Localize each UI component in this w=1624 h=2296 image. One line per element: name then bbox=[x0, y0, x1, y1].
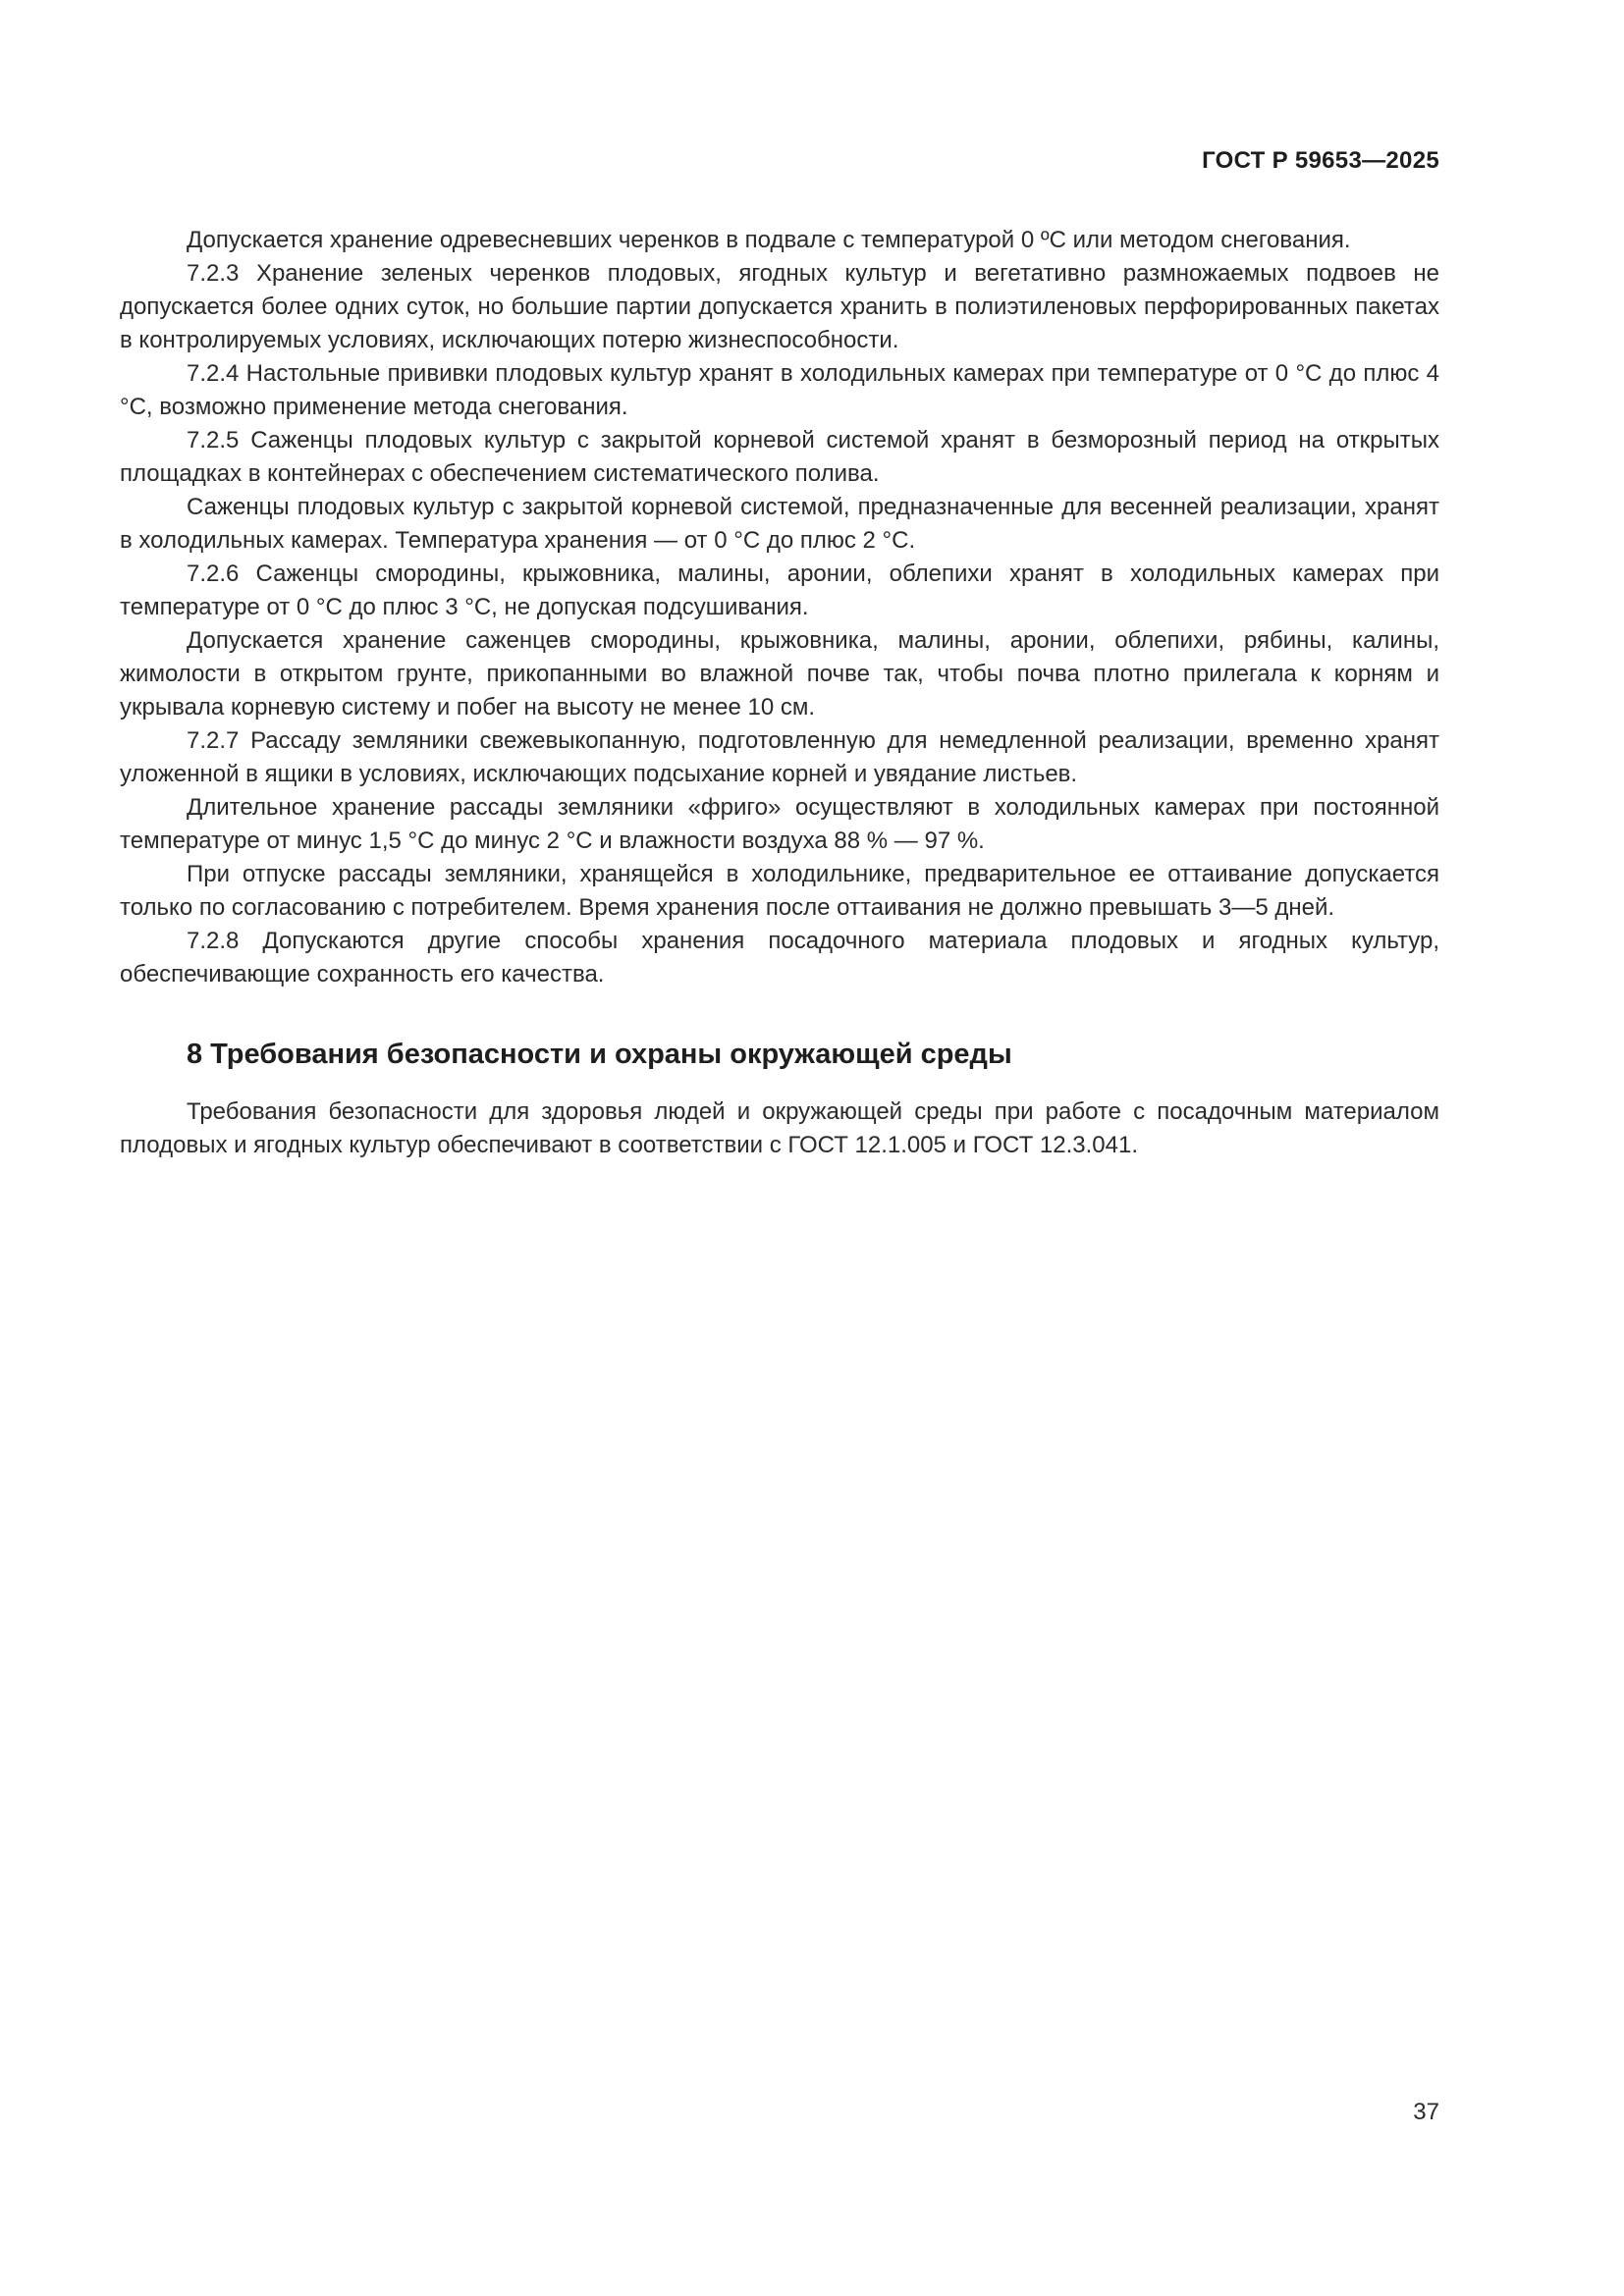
paragraph: При отпуске рассады земляники, хранящейся в холодильнике, предварительное ее оттаивание допускается только по согласованию с потребителем. Время хранения после оттаивания не должно превышать 3—5 дней. bbox=[120, 861, 1439, 921]
paragraph: Допускается хранение одревесневших черенков в подвале с температурой 0 ºС или методом снегования. bbox=[187, 227, 1351, 253]
paragraph: Длительное хранение рассады земляники «фриго» осуществляют в холодильных камерах при постоянной температуре от минус 1,5 °С до минус 2 °С и влажности воздуха 88 % — 97 %. bbox=[120, 794, 1439, 854]
paragraph: Допускается хранение саженцев смородины, крыжовника, малины, аронии, облепихи, рябины, калины, жимолости в открытом грунте, прикопанными во влажной почве так, чтобы почва плотно прилегала к корням и укрывала корневую систему и побег на высоту не менее 10 см. bbox=[120, 627, 1439, 721]
body-text bbox=[120, 224, 1439, 1162]
paragraph: Саженцы плодовых культур с закрытой корневой системой, предназначенные для весенней реализации, хранят в холодильных камерах. Температура хранения — от 0 °С до плюс 2 °С. bbox=[120, 494, 1439, 554]
paragraph: 7.2.4 Настольные прививки плодовых культур хранят в холодильных камерах при температуре от 0 °С до плюс 4 °С, возможно применение метода снегования. bbox=[120, 360, 1439, 420]
paragraph: 7.2.8 Допускаются другие способы хранения посадочного материала плодовых и ягодных культур, обеспечивающие сохранность его качества. bbox=[120, 928, 1439, 988]
page-number: 37 bbox=[1413, 2099, 1439, 2125]
paragraph: 7.2.7 Рассаду земляники свежевыкопанную, подготовленную для немедленной реализации, временно хранят уложенной в ящики в условиях, исключающих подсыхание корней и увядание листьев. bbox=[120, 727, 1439, 787]
paragraph: 7.2.6 Саженцы смородины, крыжовника, малины, аронии, облепихи хранят в холодильных камерах при температуре от 0 °С до плюс 3 °С, не допуская подсушивания. bbox=[120, 561, 1439, 620]
paragraph: 7.2.3 Хранение зеленых черенков плодовых, ягодных культур и вегетативно размножаемых подвоев не допускается более одних суток, но большие партии допускается хранить в полиэтиленовых перфорированных пакетах в контролируемых условиях, исключающих потерю жизнеспособности. bbox=[120, 260, 1439, 353]
paragraph: 7.2.5 Саженцы плодовых культур с закрытой корневой системой хранят в безморозный период на открытых площадках в контейнерах с обеспечением систематического полива. bbox=[120, 427, 1439, 487]
section-paragraph: Требования безопасности для здоровья людей и окружающей среды при работе с посадочным материалом плодовых и ягодных культур обеспечивают в соответствии с ГОСТ 12.1.005 и ГОСТ 12.3.041. bbox=[120, 1098, 1439, 1158]
standard-code: ГОСТ Р 59653—2025 bbox=[1202, 147, 1439, 174]
section-heading: 8 Требования безопасности и охраны окружающей среды bbox=[187, 1039, 1012, 1070]
